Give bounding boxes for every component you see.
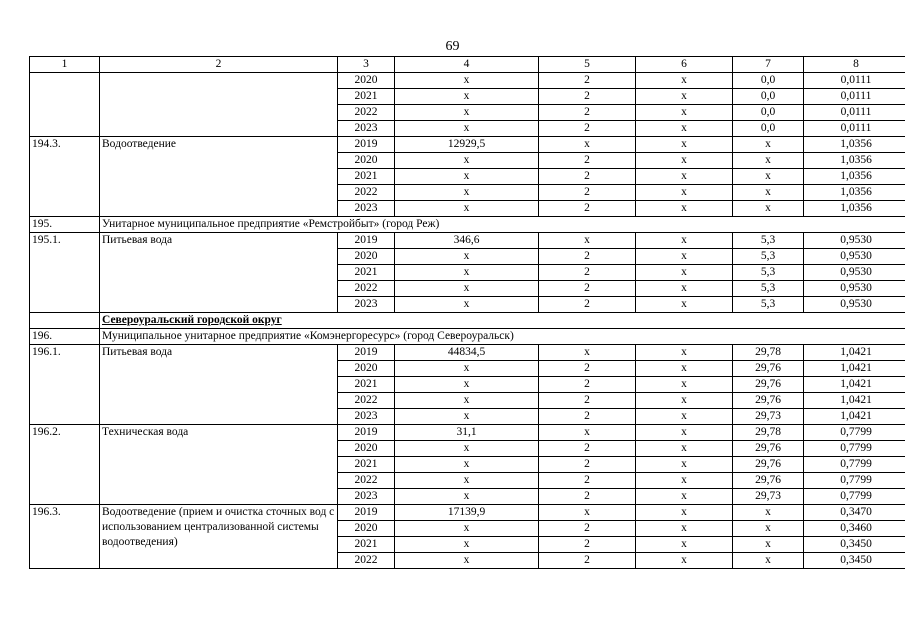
table-cell: 2 [539,553,636,569]
table-cell: 2023 [338,409,395,425]
table-cell: 1,0356 [804,153,905,169]
table-cell: 2021 [338,169,395,185]
table-row [30,73,905,89]
table-cell: x [395,489,539,505]
table-cell: 2 [539,361,636,377]
table-cell: x [395,265,539,281]
item-number: 196.1. [30,345,100,425]
table-cell: 1,0356 [804,169,905,185]
table-cell: 29,76 [733,393,804,409]
table-cell: 2023 [338,489,395,505]
table-cell: 1,0356 [804,185,905,201]
table-cell: x [636,489,733,505]
table-cell: x [395,409,539,425]
table-cell: 1,0356 [804,137,905,153]
table-cell: x [395,185,539,201]
table-cell: x [636,441,733,457]
table-cell: 2 [539,265,636,281]
table-cell: 0,7799 [804,489,905,505]
table-row [30,505,905,521]
table-cell: x [636,153,733,169]
table-cell: x [733,505,804,521]
item-name: Водоотведение [100,137,338,217]
table-cell: x [395,201,539,217]
table-cell: 29,78 [733,345,804,361]
table-cell: 0,3450 [804,537,905,553]
table-cell: x [636,409,733,425]
table-cell: 2022 [338,553,395,569]
table-cell: 2 [539,457,636,473]
item-number [30,313,100,329]
table-cell: x [395,473,539,489]
table-cell: 5,3 [733,281,804,297]
page-number: 69 [445,39,460,54]
table-cell: 2020 [338,153,395,169]
table-cell: 2023 [338,201,395,217]
table-cell: x [395,249,539,265]
table-cell: 2 [539,121,636,137]
table-cell: x [395,441,539,457]
table-cell: 5,3 [733,297,804,313]
item-number: 196.2. [30,425,100,505]
table-cell: 2 [539,105,636,121]
table-cell: x [733,521,804,537]
table-cell: x [395,89,539,105]
table-cell: 1,0421 [804,393,905,409]
column-number: 5 [539,57,636,73]
table-cell: x [733,169,804,185]
table-cell: x [636,377,733,393]
column-number: 3 [338,57,395,73]
table-cell: 2019 [338,425,395,441]
table-cell: 2 [539,489,636,505]
table-cell: x [733,185,804,201]
table-cell: 0,9530 [804,297,905,313]
column-number: 7 [733,57,804,73]
table-cell: 29,76 [733,441,804,457]
table-cell: x [395,377,539,393]
table-cell: 0,0 [733,105,804,121]
table-cell: 0,9530 [804,249,905,265]
table-cell: 2020 [338,73,395,89]
table-cell: 2 [539,153,636,169]
table-cell: x [636,169,733,185]
organization-name: Муниципальное унитарное предприятие «Комэнергоресурс» (город Североуральск) [100,329,905,345]
table-cell: x [636,233,733,249]
table-row [30,425,905,441]
table-cell: 2 [539,473,636,489]
section-row [30,313,905,329]
table-cell: 2019 [338,345,395,361]
table-cell: 44834,5 [395,345,539,361]
table-cell: 2 [539,441,636,457]
table-cell: 1,0421 [804,377,905,393]
table-cell: x [395,297,539,313]
table-cell: 0,7799 [804,473,905,489]
table-cell: 2 [539,201,636,217]
table-cell: 0,7799 [804,441,905,457]
table-cell: 29,76 [733,361,804,377]
table-cell: x [539,425,636,441]
table-cell: 5,3 [733,249,804,265]
table-row [30,137,905,153]
table-cell: 0,9530 [804,281,905,297]
table-cell: 29,76 [733,473,804,489]
table-cell: 29,73 [733,489,804,505]
table-cell: 0,7799 [804,457,905,473]
organization-row [30,329,905,345]
table-cell: 0,9530 [804,265,905,281]
table-cell: 0,7799 [804,425,905,441]
table-cell: 0,0111 [804,89,905,105]
table-cell: 0,3460 [804,521,905,537]
table-cell: x [636,73,733,89]
table-body [30,57,905,569]
table-cell: x [395,537,539,553]
column-number-row [30,57,905,73]
table-cell: 1,0356 [804,201,905,217]
table-cell: 2019 [338,233,395,249]
table-cell: x [539,505,636,521]
table-cell: 29,78 [733,425,804,441]
item-number: 196.3. [30,505,100,569]
table-cell: 2022 [338,281,395,297]
table-cell: x [636,457,733,473]
column-number: 2 [100,57,338,73]
item-name [100,73,338,137]
table-cell: 2 [539,89,636,105]
organization-row [30,217,905,233]
table-cell: x [395,457,539,473]
table-cell: 1,0421 [804,345,905,361]
table-cell: 2021 [338,537,395,553]
table-cell: x [636,89,733,105]
table-row [30,233,905,249]
table-cell: 2021 [338,265,395,281]
table-cell: x [395,121,539,137]
table-cell: 2023 [338,121,395,137]
table-cell: x [636,537,733,553]
table-cell: 2022 [338,473,395,489]
table-cell: 5,3 [733,265,804,281]
table-cell: 2021 [338,89,395,105]
table-cell: 2022 [338,393,395,409]
table-cell: x [395,105,539,121]
table-cell: x [733,553,804,569]
table-cell: 2021 [338,457,395,473]
table-cell: 2023 [338,297,395,313]
table-cell: x [636,297,733,313]
table-cell: 31,1 [395,425,539,441]
column-number: 4 [395,57,539,73]
item-name: Водоотведение (прием и очистка сточных вод с использованием централизованной системы водоотведения) [100,505,338,569]
table-cell: x [636,105,733,121]
table-cell: x [636,121,733,137]
table-row [30,345,905,361]
table-cell: 2 [539,73,636,89]
item-number [30,73,100,137]
table-cell: x [395,153,539,169]
table-cell: 2 [539,393,636,409]
table-cell: 5,3 [733,233,804,249]
table-cell: 0,0111 [804,105,905,121]
table-cell: 2022 [338,185,395,201]
table-cell: x [539,137,636,153]
table-cell: 2022 [338,105,395,121]
table-cell: x [395,393,539,409]
table-cell: x [636,281,733,297]
table-cell: x [636,249,733,265]
table-cell: x [636,425,733,441]
table-cell: 346,6 [395,233,539,249]
column-number: 6 [636,57,733,73]
item-name: Техническая вода [100,425,338,505]
table-cell: x [395,169,539,185]
table-cell: 2 [539,521,636,537]
table-cell: 2019 [338,137,395,153]
table-cell: 2 [539,537,636,553]
table-cell: x [539,233,636,249]
table-cell: 0,0 [733,121,804,137]
table-cell: x [636,393,733,409]
table-cell: 2 [539,249,636,265]
table-cell: 29,73 [733,409,804,425]
table-cell: x [636,201,733,217]
table-cell: 0,9530 [804,233,905,249]
table-cell: x [733,201,804,217]
item-number: 194.3. [30,137,100,217]
table-cell: 2 [539,409,636,425]
table-cell: 2019 [338,505,395,521]
table-cell: x [636,553,733,569]
table-cell: 17139,9 [395,505,539,521]
table-cell: 2020 [338,521,395,537]
table-cell: x [636,345,733,361]
table-cell: 2020 [338,249,395,265]
table-cell: 2 [539,377,636,393]
item-number: 195. [30,217,100,233]
table-cell: x [636,265,733,281]
table-cell: x [539,345,636,361]
table-cell: 12929,5 [395,137,539,153]
table-cell: 0,0 [733,89,804,105]
column-number: 1 [30,57,100,73]
section-title: Североуральский городской округ [100,313,905,329]
table-cell: 1,0421 [804,361,905,377]
table-cell: x [636,137,733,153]
table-cell: 0,0111 [804,73,905,89]
table-cell: 29,76 [733,457,804,473]
table-cell: x [395,361,539,377]
table-cell: 29,76 [733,377,804,393]
table-cell: 0,0111 [804,121,905,137]
table-cell: 2020 [338,361,395,377]
table-cell: 0,3470 [804,505,905,521]
item-name: Питьевая вода [100,345,338,425]
table-cell: x [636,473,733,489]
table-cell: x [733,537,804,553]
table-cell: x [636,521,733,537]
table-cell: x [636,361,733,377]
table-cell: 2021 [338,377,395,393]
table-cell: x [733,137,804,153]
table-cell: x [636,505,733,521]
table-cell: 2 [539,281,636,297]
table-cell: 2 [539,297,636,313]
item-number: 196. [30,329,100,345]
table-cell: 2 [539,169,636,185]
table-cell: x [395,281,539,297]
table-cell: x [733,153,804,169]
table-cell: 2 [539,185,636,201]
organization-name: Унитарное муниципальное предприятие «Ремстройбыт» (город Реж) [100,217,905,233]
table-cell: 0,0 [733,73,804,89]
table-cell: 0,3450 [804,553,905,569]
table-cell: x [395,73,539,89]
table-cell: 2020 [338,441,395,457]
table-cell: 1,0421 [804,409,905,425]
item-name: Питьевая вода [100,233,338,313]
tariff-table [29,56,905,569]
item-number: 195.1. [30,233,100,313]
table-cell: x [395,553,539,569]
table-cell: x [636,185,733,201]
table-cell: x [395,521,539,537]
column-number: 8 [804,57,905,73]
